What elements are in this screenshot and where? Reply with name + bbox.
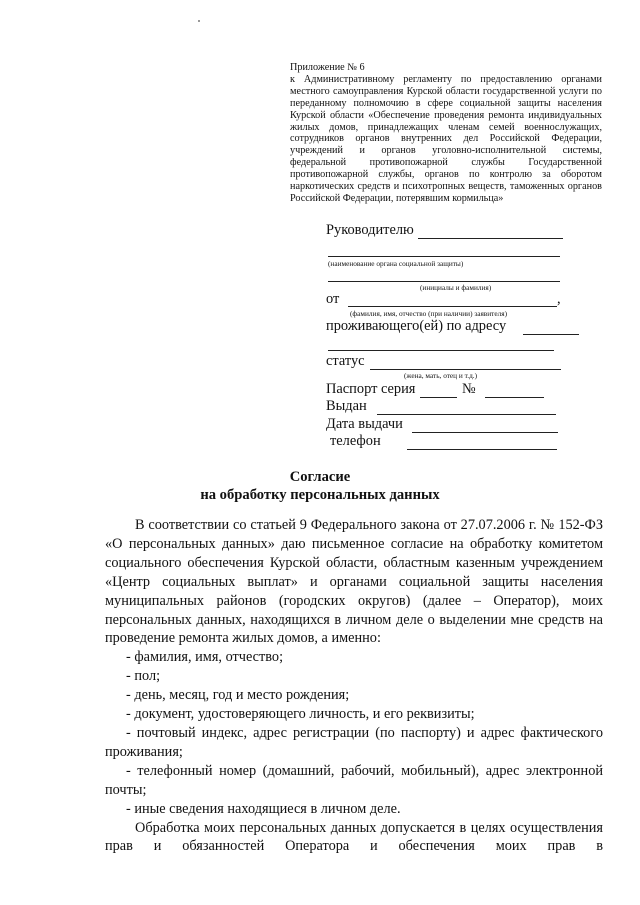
list-item: - телефонный номер (домашний, рабочий, мобильный), адрес электронной почты; bbox=[105, 762, 603, 798]
document-subheading: на обработку персональных данных bbox=[200, 487, 440, 503]
closing-paragraph: Обработка моих персональных данных допускается в целях осуществления прав и обязанностей Оператора и обеспечения моих прав в bbox=[105, 819, 603, 855]
issue-date-line[interactable] bbox=[412, 432, 558, 433]
address-line-1[interactable] bbox=[523, 334, 579, 335]
caption-applicant: (фамилия, имя, отчество (при наличии) заявителя) bbox=[350, 309, 508, 318]
appendix-text: к Административному регламенту по предоставлению органами местного самоуправления Курской области государственной услуги по переданному полномочию в сфере социальной защиты населения Курской области «Обеспечение проведения ремонта индивидуальных жилых домов, принадлежащих членам семей военнослужащих, сотрудников органов внутренних дел Российской Федерации, учреждений и органов уголовно-исполнительной системы, федеральной противопожарной службы Государственной противопожарной службы, органов по контролю за оборотом наркотических средств и психотропных веществ, таможенных органов Российской Федерации, потерявшим кормильца» bbox=[290, 73, 602, 204]
list-item: - документ, удостоверяющего личность, и его реквизиты; bbox=[126, 706, 475, 723]
appendix-block bbox=[290, 62, 602, 205]
list-item: - иные сведения находящиеся в личном деле. bbox=[126, 800, 401, 817]
caption-body: (наименование органа социальной защиты) bbox=[328, 259, 464, 268]
phone-line[interactable] bbox=[407, 449, 557, 450]
consent-text bbox=[105, 516, 603, 856]
issued-label: Выдан bbox=[326, 398, 367, 414]
caption-initials: (инициалы и фамилия) bbox=[420, 283, 492, 292]
comma: , bbox=[557, 291, 561, 307]
date-label: Дата выдачи bbox=[326, 416, 403, 432]
issued-line[interactable] bbox=[377, 414, 556, 415]
passport-label: Паспорт серия bbox=[326, 381, 416, 397]
recipient-name-line[interactable] bbox=[418, 238, 563, 239]
intro-paragraph: В соответствии со статьей 9 Федерального закона от 27.07.2006 г. № 152-ФЗ «О персональных данных» даю письменное согласие на обработку комитетом социального обеспечения Курской области, областным казенным учреждением «Центр социальных выплат» и органами социальной защиты населения муниципальных районов (городских округов) (далее – Оператор), моих персональных данных, находящихся в личном деле о выделении мне средств на проведение ремонта жилых домов, а именно: bbox=[105, 517, 603, 647]
document-heading: Согласие bbox=[289, 469, 351, 485]
list-item: - пол; bbox=[126, 668, 161, 685]
caption-status: (жена, мать, отец и т.д.) bbox=[404, 371, 478, 380]
appendix-title: Приложение № 6 bbox=[290, 62, 365, 73]
address-line-2[interactable] bbox=[328, 350, 554, 351]
phone-label: телефон bbox=[330, 433, 381, 449]
list-item: - фамилия, имя, отчество; bbox=[126, 649, 284, 666]
number-label: № bbox=[462, 381, 476, 397]
address-label: проживающего(ей) по адресу bbox=[326, 318, 507, 334]
recipient-initials-line[interactable] bbox=[328, 281, 560, 282]
recipient-body-line[interactable] bbox=[328, 256, 560, 257]
applicant-name-line[interactable] bbox=[348, 306, 557, 307]
scan-speck bbox=[198, 20, 200, 22]
from-label: от bbox=[326, 291, 340, 307]
list-item: - почтовый индекс, адрес регистрации (по паспорту) и адрес фактического проживания; bbox=[105, 724, 603, 760]
status-line[interactable] bbox=[370, 369, 561, 370]
passport-series-line[interactable] bbox=[420, 397, 457, 398]
to-label: Руководителю bbox=[326, 222, 414, 238]
list-item: - день, месяц, год и место рождения; bbox=[126, 687, 350, 704]
status-label: статус bbox=[326, 353, 365, 369]
passport-number-line[interactable] bbox=[485, 397, 544, 398]
